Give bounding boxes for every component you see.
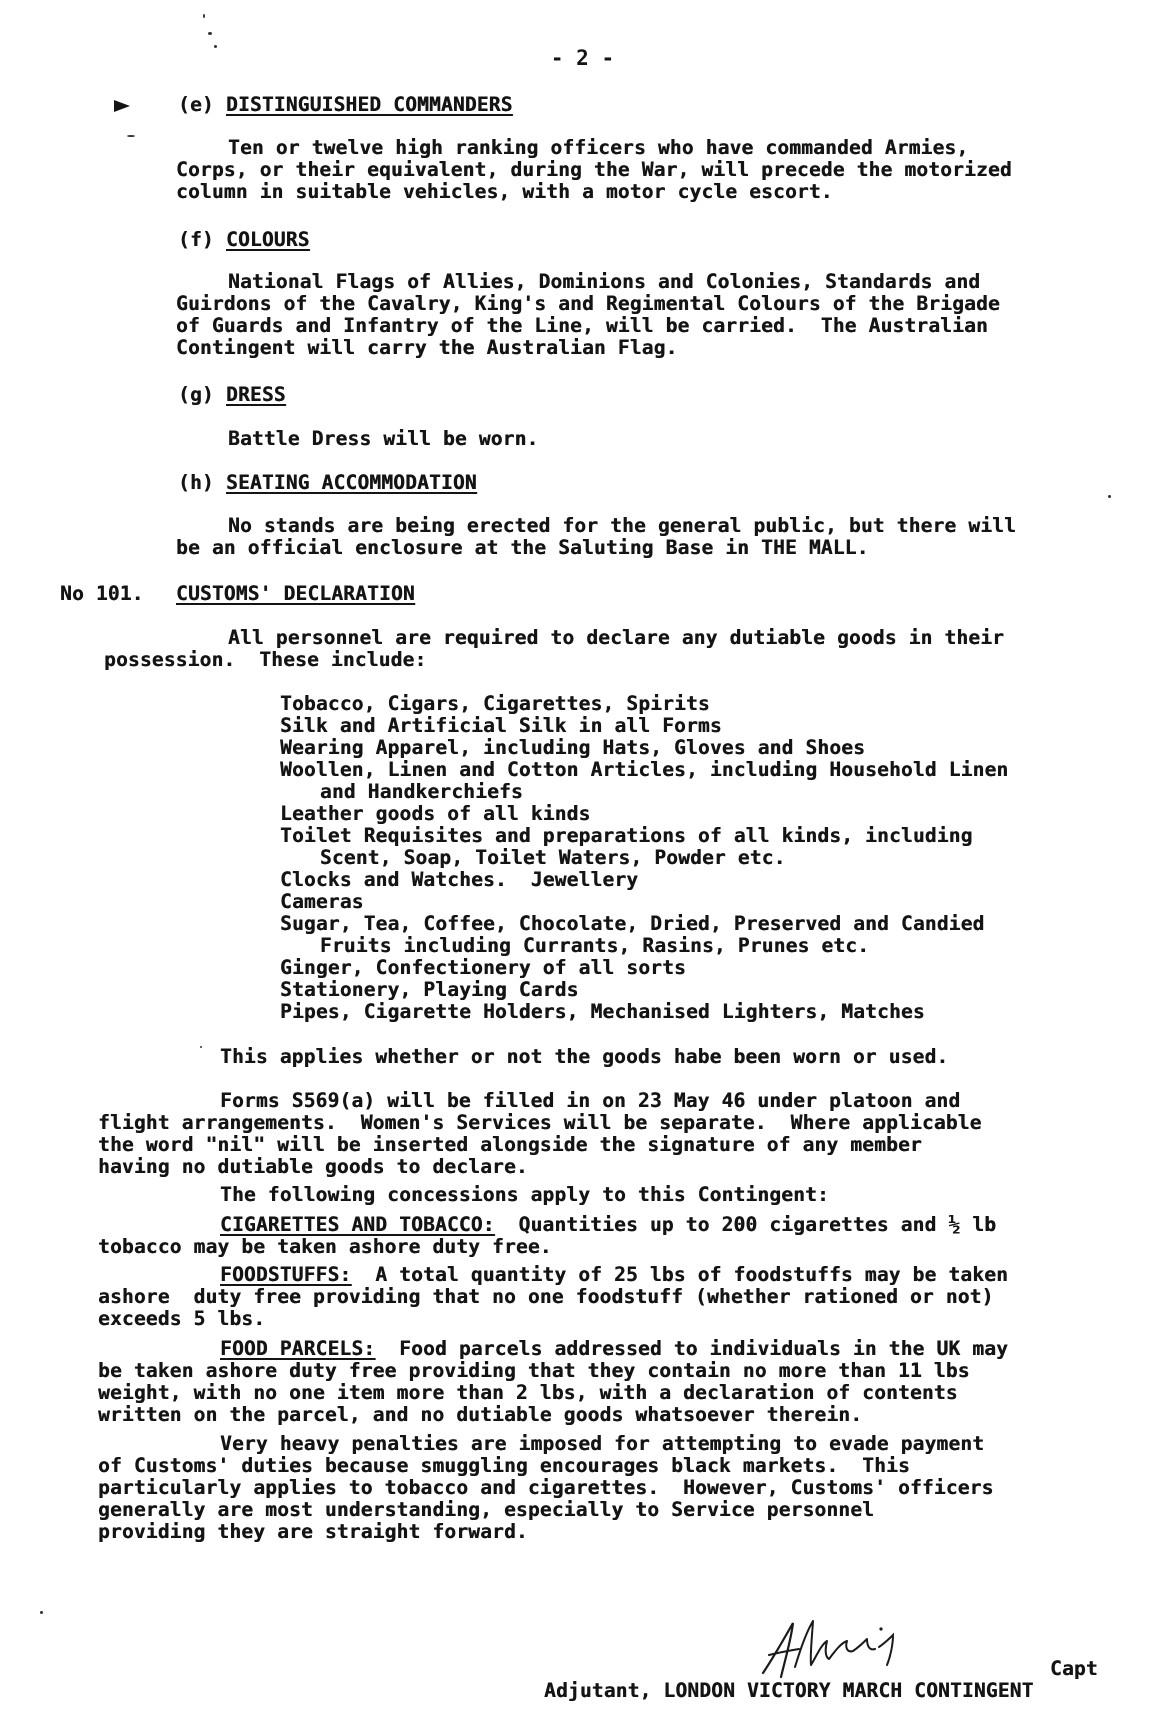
body-line: Very heavy penalties are imposed for attempting to evade payment: [220, 1432, 985, 1455]
list-item: Stationery, Playing Cards: [280, 978, 579, 1001]
concession-text: Quantities up to 200 cigarettes and ½ lb: [494, 1213, 997, 1236]
list-item: Sugar, Tea, Coffee, Chocolate, Dried, Preserved and Candied: [280, 912, 985, 935]
scan-speck: [1108, 495, 1111, 498]
concession-text: Food parcels addressed to individuals in the UK may: [375, 1337, 1009, 1360]
list-item: Pipes, Cigarette Holders, Mechanised Lighters, Matches: [280, 1000, 925, 1023]
section-marker: (f): [178, 228, 214, 251]
list-item: Tobacco, Cigars, Cigarettes, Spirits: [280, 692, 710, 715]
list-item: Toilet Requisites and preparations of all kinds, including: [280, 824, 973, 847]
scan-speck: [40, 1611, 43, 1614]
page-number: - 2 -: [550, 46, 615, 70]
body-line: be an official enclosure at the Saluting Base in THE MALL.: [176, 536, 869, 559]
list-item: Cameras: [280, 890, 364, 913]
body-line: generally are most understanding, especially to Service personnel: [98, 1498, 875, 1521]
concession-label: CIGARETTES AND TOBACCO:: [220, 1213, 495, 1236]
list-item: Silk and Artificial Silk in all Forms: [280, 714, 722, 737]
body-line: having no dutiable goods to declare.: [98, 1155, 528, 1178]
section-heading: DISTINGUISHED COMMANDERS: [226, 93, 513, 116]
section-marker: (h): [178, 471, 214, 494]
body-line: Guirdons of the Cavalry, King's and Regimental Colours of the Brigade: [176, 292, 1000, 315]
list-item: Ginger, Confectionery of all sorts: [280, 956, 686, 979]
item-number: No 101.: [60, 582, 144, 605]
body-line: ashore duty free providing that no one foodstuff (whether rationed or not): [98, 1285, 994, 1308]
body-line: tobacco may be taken ashore duty free.: [98, 1235, 552, 1258]
item-heading: CUSTOMS' DECLARATION: [176, 582, 415, 605]
concession-text: A total quantity of 25 lbs of foodstuffs may be taken: [351, 1263, 1009, 1286]
list-item: Leather goods of all kinds: [280, 802, 591, 825]
body-line: exceeds 5 lbs.: [98, 1307, 266, 1330]
body-line: particularly applies to tobacco and cigarettes. However, Customs' officers: [98, 1476, 994, 1499]
body-line: Ten or twelve high ranking officers who have commanded Armies,: [228, 136, 969, 159]
body-line: Contingent will carry the Australian Flag.: [176, 336, 678, 359]
concession-line: [220, 1264, 1008, 1286]
body-line: column in suitable vehicles, with a motor cycle escort.: [176, 180, 833, 203]
signatory-title: Adjutant, LONDON VICTORY MARCH CONTINGENT: [544, 1679, 1034, 1702]
body-line: The following concessions apply to this Contingent:: [220, 1183, 829, 1206]
section-heading: DRESS: [226, 383, 286, 406]
body-line: Battle Dress will be worn.: [228, 427, 539, 450]
body-line: All personnel are required to declare any dutiable goods in their: [228, 626, 1005, 649]
concession-line: [220, 1214, 996, 1236]
list-item: and Handkerchiefs: [296, 780, 523, 803]
section-heading: SEATING ACCOMMODATION: [226, 471, 477, 494]
arrow-marker-icon: [114, 100, 130, 112]
body-line: National Flags of Allies, Dominions and Colonies, Standards and: [228, 270, 981, 293]
body-line: No stands are being erected for the general public, but there will: [228, 514, 1017, 537]
body-line: Forms S569(a) will be filled in on 23 May 46 under platoon and: [220, 1089, 961, 1112]
concession-label: FOOD PARCELS:: [220, 1337, 376, 1360]
body-line: written on the parcel, and no dutiable goods whatsoever therein.: [98, 1403, 863, 1426]
scan-speck: [200, 1046, 202, 1048]
body-line: of Customs' duties because smuggling encourages black markets. This: [98, 1454, 910, 1477]
list-item: Fruits including Currants, Rasins, Prunes etc.: [296, 934, 870, 957]
scan-speck: [208, 32, 212, 35]
body-line: the word "nil" will be inserted alongside the signature of any member: [98, 1133, 922, 1156]
body-line: possession. These include:: [104, 648, 427, 671]
section-marker: (g): [178, 383, 214, 406]
section-heading: COLOURS: [226, 228, 310, 251]
list-item: Woollen, Linen and Cotton Articles, including Household Linen: [280, 758, 1009, 781]
signatory-rank: Capt: [1050, 1657, 1098, 1680]
body-line: weight, with no one item more than 2 lbs, with a declaration of contents: [98, 1381, 958, 1404]
body-line: flight arrangements. Women's Services will be separate. Where applicable: [98, 1111, 982, 1134]
scan-speck: [203, 14, 205, 18]
body-line: Corps, or their equivalent, during the War, will precede the motorized: [176, 158, 1012, 181]
list-item: Clocks and Watches. Jewellery: [280, 868, 639, 891]
list-item: Wearing Apparel, including Hats, Gloves and Shoes: [280, 736, 866, 759]
body-line: be taken ashore duty free providing that they contain no more than 11 lbs: [98, 1359, 970, 1382]
scan-speck: [127, 135, 135, 137]
body-line: This applies whether or not the goods habe been worn or used.: [220, 1045, 949, 1068]
list-item: Scent, Soap, Toilet Waters, Powder etc.: [296, 846, 786, 869]
concession-line: [220, 1338, 1008, 1360]
section-marker: (e): [178, 93, 214, 116]
concession-label: FOODSTUFFS:: [220, 1263, 352, 1286]
body-line: providing they are straight forward.: [98, 1520, 528, 1543]
handwritten-signature: [755, 1615, 920, 1685]
body-line: of Guards and Infantry of the Line, will be carried. The Australian: [176, 314, 988, 337]
